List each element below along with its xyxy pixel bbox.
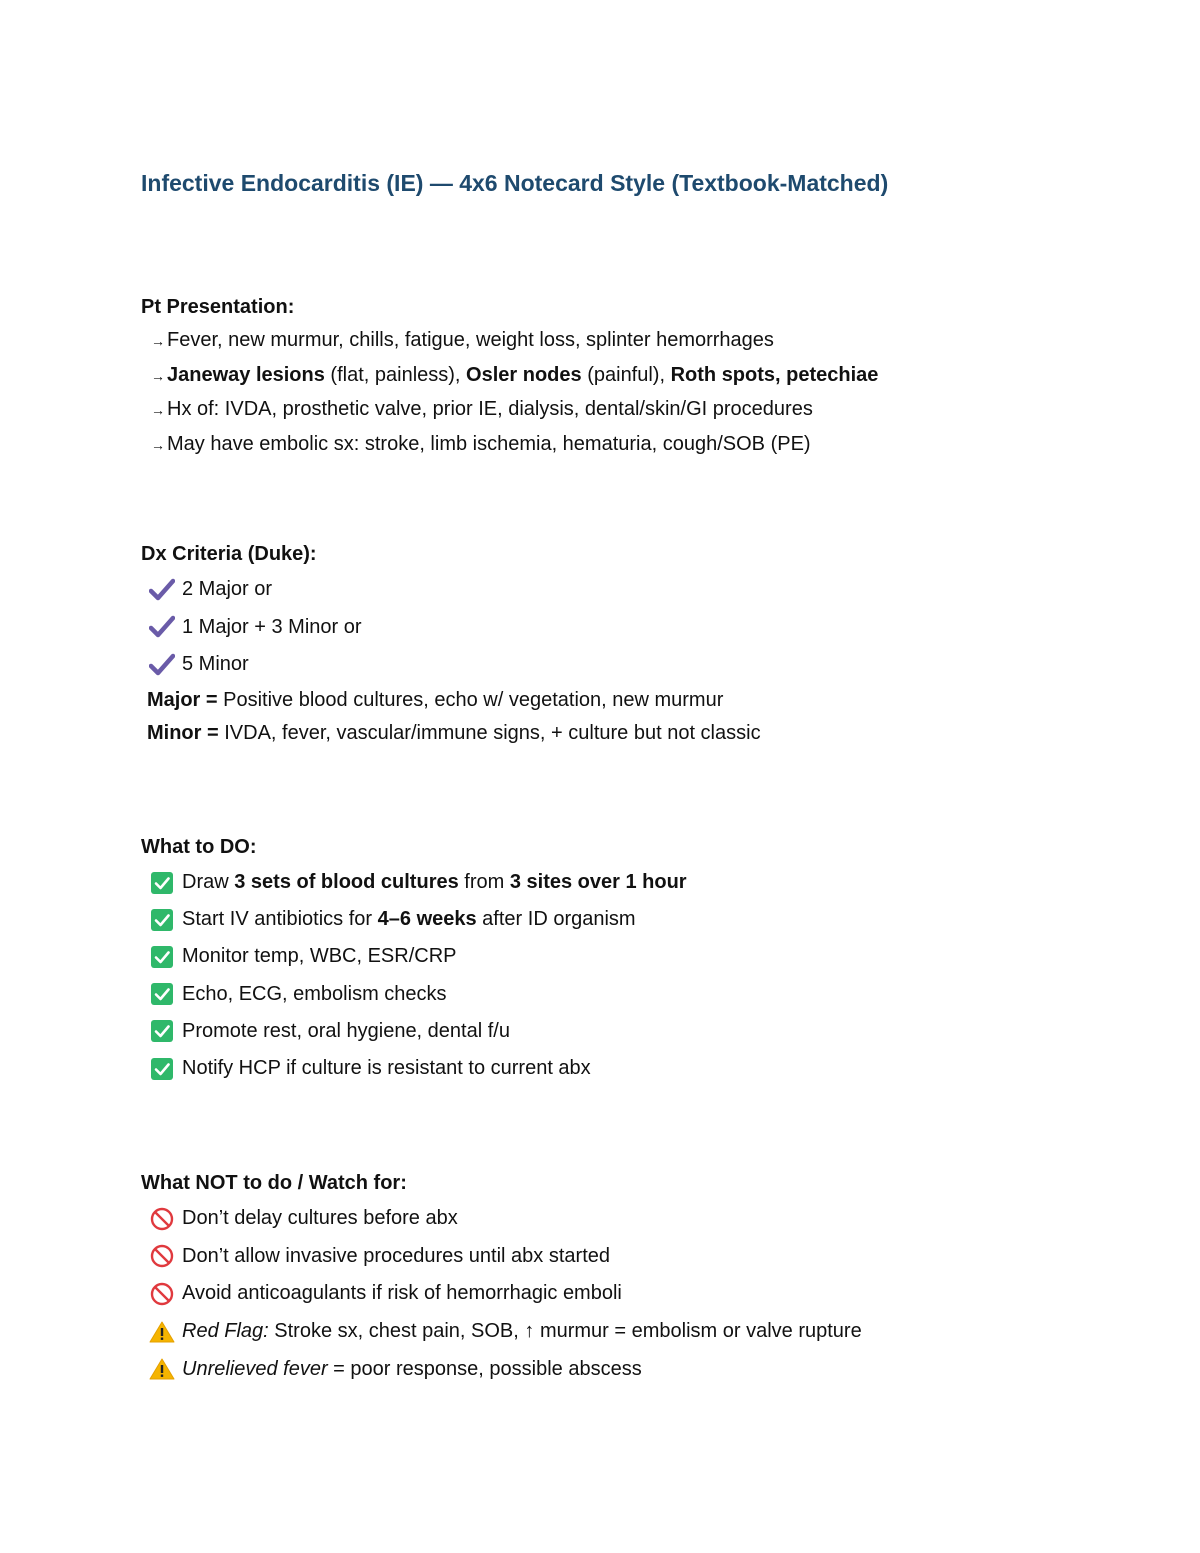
presentation-section	[141, 290, 1141, 462]
osler-note: (painful),	[581, 363, 671, 386]
todo-text: Promote rest, oral hygiene, dental f/u	[182, 1019, 510, 1042]
todo-text: Notify HCP if culture is resistant to current abx	[182, 1057, 591, 1080]
check-box-icon	[148, 871, 176, 895]
todo-item	[141, 1013, 1141, 1050]
dont-item	[141, 1200, 1141, 1238]
presentation-line	[141, 359, 1141, 394]
todo-section	[141, 830, 1141, 1087]
check-box-icon	[148, 945, 176, 969]
prohibited-icon	[148, 1244, 176, 1268]
warning-text: Red Flag: Stroke sx, chest pain, SOB, ↑ murmur = embolism or valve rupture	[182, 1320, 862, 1343]
presentation-line	[141, 393, 1141, 428]
presentation-line	[141, 428, 1141, 463]
major-label: Major =	[147, 688, 218, 711]
donts-section	[141, 1166, 1141, 1388]
criteria-item	[141, 646, 1141, 684]
todo-item	[141, 1050, 1141, 1087]
page-title: Infective Endocarditis (IE) — 4x6 Notecard Style (Textbook-Matched)	[141, 170, 889, 196]
todo-item	[141, 864, 1141, 901]
arrow-icon: →	[151, 402, 165, 419]
dont-text: Avoid anticoagulants if risk of hemorrhagic emboli	[182, 1282, 622, 1305]
todo-item	[141, 901, 1141, 938]
prohibited-icon	[148, 1207, 176, 1231]
check-box-icon	[148, 1057, 176, 1081]
janeway-term: Janeway lesions	[167, 363, 325, 386]
arrow-icon: →	[151, 436, 165, 453]
todo-text: Start IV antibiotics for 4–6 weeks after ID organism	[182, 908, 636, 931]
red-flag-label: Red Flag:	[182, 1320, 269, 1343]
dont-item	[141, 1275, 1141, 1313]
criteria-item	[141, 609, 1141, 647]
criteria-text: 1 Major + 3 Minor or	[182, 615, 362, 638]
warning-item	[141, 1313, 1141, 1351]
arrow-icon: →	[151, 367, 165, 384]
prohibited-icon	[148, 1282, 176, 1306]
presentation-text: Fever, new murmur, chills, fatigue, weight loss, splinter hemorrhages	[167, 329, 774, 351]
dont-text: Don’t delay cultures before abx	[182, 1207, 458, 1230]
todo-text: Draw 3 sets of blood cultures from 3 sites over 1 hour	[182, 871, 687, 894]
fever-label: Unrelieved fever	[182, 1357, 328, 1380]
criteria-section	[141, 537, 1141, 751]
dont-item	[141, 1238, 1141, 1276]
todo-item	[141, 938, 1141, 975]
todo-text: Echo, ECG, embolism checks	[182, 982, 447, 1005]
check-box-icon	[148, 982, 176, 1006]
criteria-heading: Dx Criteria (Duke):	[141, 543, 317, 565]
check-icon	[148, 578, 176, 602]
criteria-item	[141, 571, 1141, 609]
check-icon	[148, 615, 176, 639]
presentation-line	[141, 324, 1141, 359]
minor-text: IVDA, fever, vascular/immune signs, + culture but not classic	[218, 722, 761, 745]
minor-definition	[141, 717, 1141, 751]
petechiae-term: petechiae	[786, 363, 879, 386]
roth-term: Roth spots	[670, 363, 776, 386]
criteria-text: 5 Minor	[182, 653, 249, 676]
warning-icon	[148, 1320, 176, 1344]
check-box-icon	[148, 908, 176, 932]
major-text: Positive blood cultures, echo w/ vegetation, new murmur	[217, 688, 724, 711]
dont-text: Don’t allow invasive procedures until abx started	[182, 1244, 610, 1267]
major-definition	[141, 684, 1141, 718]
separator: ,	[775, 363, 787, 386]
warning-text: Unrelieved fever = poor response, possible abscess	[182, 1357, 642, 1380]
janeway-note: (flat, painless),	[324, 363, 467, 386]
todo-text: Monitor temp, WBC, ESR/CRP	[182, 945, 457, 968]
presentation-text: May have embolic sx: stroke, limb ischemia, hematuria, cough/SOB (PE)	[167, 432, 811, 455]
check-icon	[148, 653, 176, 677]
minor-label: Minor =	[147, 722, 219, 745]
warning-icon	[148, 1357, 176, 1381]
arrow-icon: →	[151, 333, 165, 349]
osler-term: Osler nodes	[466, 363, 582, 386]
presentation-heading: Pt Presentation:	[141, 296, 295, 318]
warning-item	[141, 1350, 1141, 1388]
todo-item	[141, 976, 1141, 1013]
donts-heading: What NOT to do / Watch for:	[141, 1172, 407, 1194]
check-box-icon	[148, 1019, 176, 1043]
todo-heading: What to DO:	[141, 836, 257, 858]
criteria-text: 2 Major or	[182, 578, 273, 601]
presentation-text: Hx of: IVDA, prosthetic valve, prior IE, dialysis, dental/skin/GI procedures	[167, 398, 813, 421]
